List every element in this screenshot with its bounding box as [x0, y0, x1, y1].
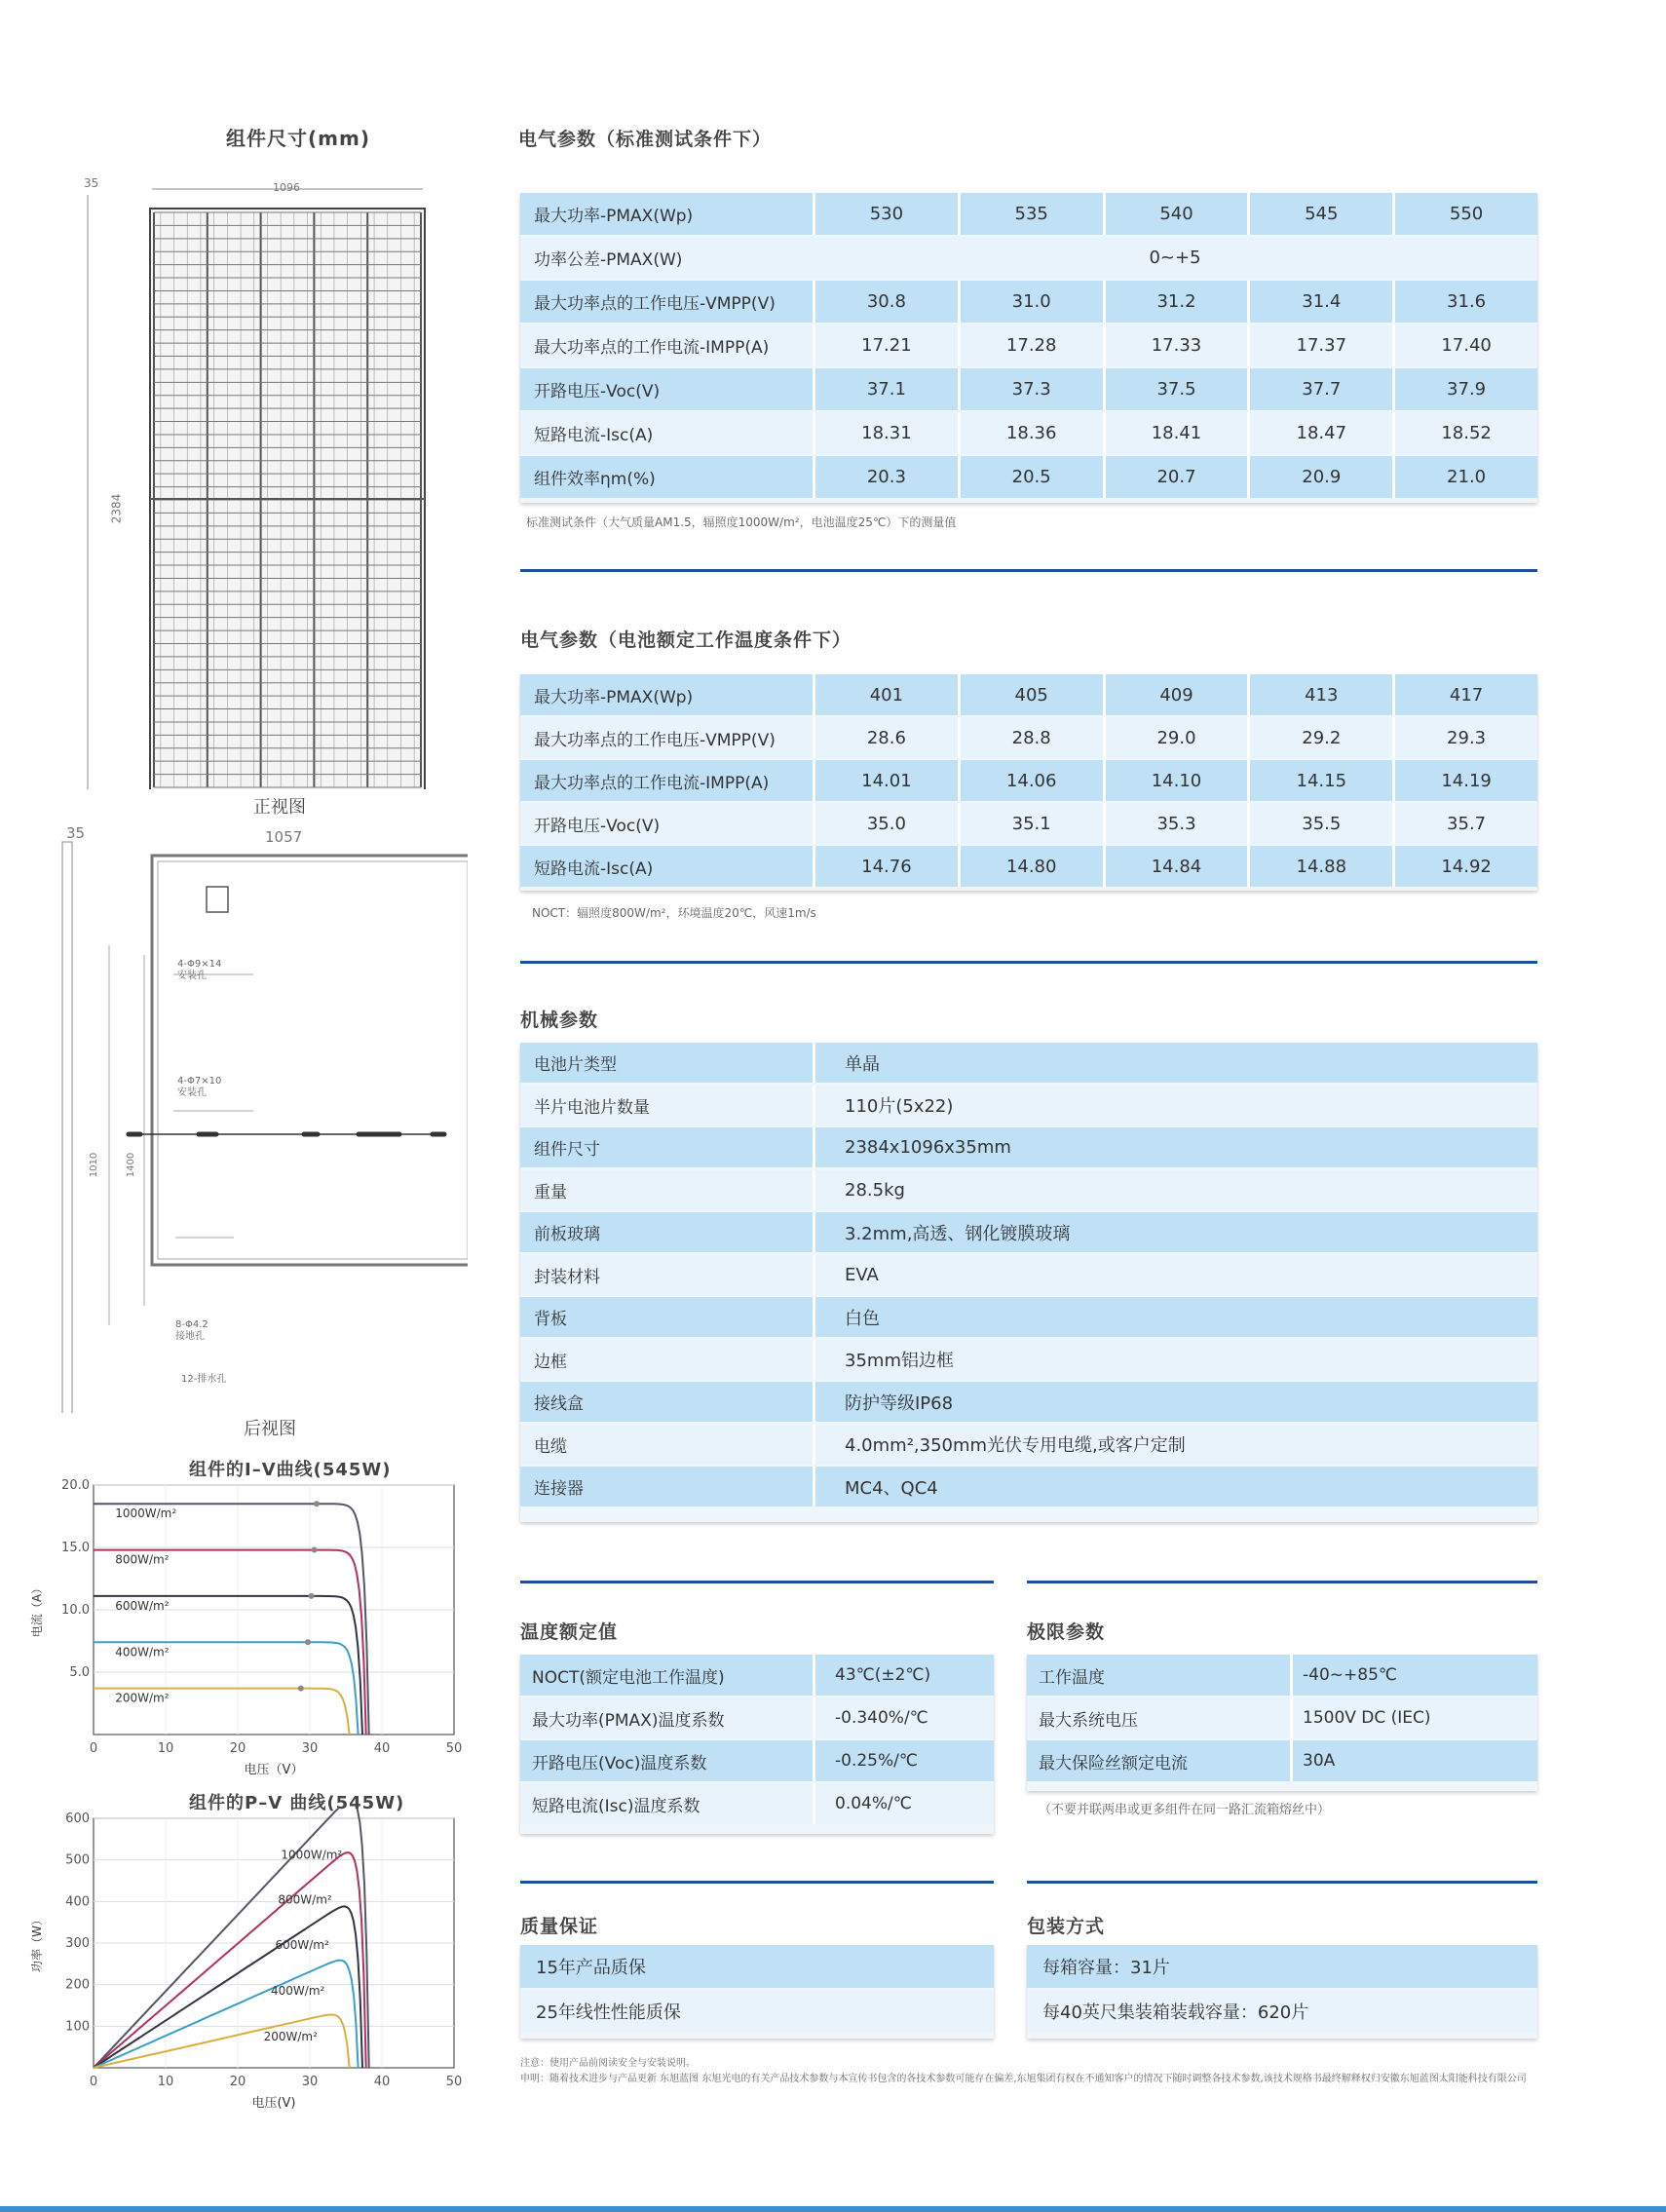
y-axis-label: 功率（W）	[30, 1914, 44, 1972]
x-tick-label: 50	[445, 1741, 463, 1756]
row-label: 最大功率点的工作电压-VMPP(V)	[534, 730, 776, 750]
table-row	[520, 456, 1537, 498]
table-cell: 31.6	[1392, 281, 1537, 323]
table-cell: 14.01	[813, 760, 958, 801]
table-cell: 550	[1392, 193, 1537, 235]
y-tick-label: 300	[65, 1936, 90, 1951]
y-tick-label: 100	[65, 2019, 90, 2035]
x-tick-label: 10	[157, 2075, 174, 2089]
mpp-point	[314, 1501, 320, 1506]
footer-note-2: 申明：随着技术进步与产品更新 东旭蓝图 东旭光电的有关产品技术参数与本宣传书包含的各技术参数可能存在偏差,东旭集团有权在不通知客户的情况下随时调整各技术参数,该技术规格书最终解释权归安徽东旭蓝图太阳能科技有限公司	[520, 2074, 1527, 2084]
stc-title: 电气参数（标准测试条件下）	[518, 129, 773, 150]
row-value: 单晶	[813, 1043, 1537, 1083]
table-cell: 17.28	[958, 324, 1103, 366]
table-cell: 20.7	[1103, 456, 1248, 498]
table-cell: 29.0	[1103, 717, 1248, 758]
row-label: 组件尺寸	[534, 1140, 600, 1160]
table-cell: 20.3	[813, 456, 958, 498]
table-cell: 17.40	[1392, 324, 1537, 366]
noct-title: 电气参数（电池额定工作温度条件下）	[520, 629, 852, 651]
noct-note: NOCT：辐照度800W/m²，环境温度20℃，风速1m/s	[532, 906, 816, 920]
front-frame-width: 35	[84, 176, 99, 190]
table-cell: 35.3	[1103, 803, 1248, 844]
noct-table	[520, 674, 1537, 891]
table-cell: 31.0	[958, 281, 1103, 323]
packing-table	[1027, 1945, 1537, 2039]
table-row	[520, 1127, 1537, 1167]
y-tick-label: 400	[65, 1894, 90, 1910]
table-cell: 14.84	[1103, 846, 1248, 887]
table-cell: 35.5	[1247, 803, 1392, 844]
row-label: 最大保险丝额定电流	[1039, 1753, 1188, 1773]
iv-chart	[19, 1475, 468, 1777]
series-label: 200W/m²	[263, 2029, 318, 2043]
table-cell: 35.1	[958, 803, 1103, 844]
row-label: 连接器	[534, 1479, 584, 1499]
table-row	[520, 237, 1537, 279]
row-value: -0.25%/℃	[813, 1740, 994, 1781]
row-label: 电缆	[534, 1436, 567, 1457]
table-cell: 18.36	[958, 412, 1103, 454]
table-cell: 37.5	[1103, 368, 1248, 410]
mpp-point	[312, 1547, 318, 1553]
front-width: 1096	[273, 181, 300, 194]
list-item-text: 每40英尺集装箱装载容量：620片	[1042, 2002, 1309, 2023]
table-cell: 30.8	[813, 281, 958, 323]
mpp-point	[309, 1593, 315, 1599]
row-label: 接线盒	[534, 1394, 584, 1414]
ground-hole-label: 接地孔	[175, 1331, 205, 1342]
x-tick-label: 40	[373, 2075, 391, 2089]
table-cell: 31.2	[1103, 281, 1248, 323]
mount-hole-small-label: 安装孔	[177, 1087, 207, 1098]
x-tick-label: 30	[301, 2075, 319, 2089]
row-label: 最大功率点的工作电压-VMPP(V)	[534, 294, 776, 314]
ground-hole-size: 8-Φ4.2	[175, 1319, 208, 1330]
table-cell: 409	[1103, 674, 1248, 715]
packing-title: 包装方式	[1027, 1916, 1106, 1937]
row-label: 组件效率ηm(%)	[534, 470, 656, 489]
back-view-drawing	[58, 828, 468, 1413]
limit-table	[1027, 1655, 1537, 1791]
row-value: 28.5kg	[813, 1170, 1537, 1210]
footer-note-1: 注意：使用产品前阅读安全与安装说明。	[520, 2058, 696, 2069]
list-item-text: 15年产品质保	[536, 1958, 646, 1978]
table-cell: 417	[1392, 674, 1537, 715]
table-row	[1027, 1740, 1537, 1781]
table-row	[520, 1382, 1537, 1422]
table-cell: 401	[813, 674, 958, 715]
table-cell: 21.0	[1392, 456, 1537, 498]
table-cell: 540	[1103, 193, 1248, 235]
y-tick-label: 15.0	[61, 1541, 90, 1555]
table-cell: 35.7	[1392, 803, 1537, 844]
row-value: 1500V DC (IEC)	[1290, 1697, 1537, 1738]
mid-dimension-2: 1400	[126, 1152, 137, 1178]
table-cell: 35.0	[813, 803, 958, 844]
table-cell: 37.3	[958, 368, 1103, 410]
table-row	[520, 1086, 1537, 1125]
y-axis-label: 电流（A）	[30, 1582, 44, 1638]
table-cell: 18.47	[1247, 412, 1392, 454]
row-label: 最大功率点的工作电流-IMPP(A)	[534, 338, 770, 358]
table-cell: 14.76	[813, 846, 958, 887]
row-span-value: 0~+5	[1149, 248, 1201, 268]
row-label: 封装材料	[534, 1267, 600, 1287]
x-tick-label: 50	[445, 2075, 463, 2089]
table-cell: 28.6	[813, 717, 958, 758]
table-cell: 17.21	[813, 324, 958, 366]
table-cell: 20.5	[958, 456, 1103, 498]
table-cell: 18.52	[1392, 412, 1537, 454]
table-row	[520, 324, 1537, 366]
table-cell: 413	[1247, 674, 1392, 715]
x-tick-label: 0	[89, 1741, 98, 1756]
row-value: EVA	[813, 1255, 1537, 1295]
table-cell: 37.1	[813, 368, 958, 410]
row-label: 最大功率-PMAX(Wp)	[534, 207, 694, 226]
table-cell: 530	[813, 193, 958, 235]
list-item-text: 每箱容量：31片	[1042, 1958, 1170, 1978]
mech-title: 机械参数	[520, 1010, 599, 1031]
row-label: 半片电池片数量	[534, 1097, 650, 1118]
front-height: 2384	[109, 493, 124, 524]
x-tick-label: 0	[89, 2075, 98, 2089]
table-cell: 29.2	[1247, 717, 1392, 758]
list-item-text: 25年线性性能质保	[536, 2002, 681, 2023]
row-label: 工作温度	[1039, 1667, 1105, 1688]
row-label: 开路电压-Voc(V)	[534, 382, 661, 401]
y-tick-label: 200	[65, 1977, 90, 1993]
row-label: NOCT(额定电池工作温度)	[532, 1667, 725, 1688]
y-tick-label: 5.0	[69, 1665, 90, 1680]
row-value: 2384x1096x35mm	[813, 1127, 1537, 1167]
list-item	[520, 1945, 994, 1988]
table-row	[520, 1783, 994, 1824]
stc-note: 标准测试条件（大气质量AM1.5，辐照度1000W/m²，电池温度25℃）下的测量值	[526, 515, 957, 529]
row-value: 白色	[813, 1297, 1537, 1337]
table-row	[520, 1340, 1537, 1380]
table-row	[520, 1467, 1537, 1506]
mpp-point	[305, 1639, 311, 1645]
row-value: -0.340%/℃	[813, 1697, 994, 1738]
row-label: 前板玻璃	[534, 1225, 600, 1244]
table-row	[520, 674, 1537, 715]
series-label: 800W/m²	[115, 1552, 170, 1567]
mount-hole-big-size: 4-Φ9×14	[177, 959, 222, 970]
row-label: 开路电压(Voc)温度系数	[532, 1753, 707, 1773]
y-tick-label: 500	[65, 1852, 90, 1868]
table-row	[520, 760, 1537, 801]
table-cell: 14.92	[1392, 846, 1537, 887]
divider	[520, 1581, 994, 1583]
x-tick-label: 40	[373, 1741, 391, 1756]
table-row	[1027, 1655, 1537, 1696]
front-view-caption: 正视图	[253, 797, 306, 818]
series-label: 400W/m²	[271, 1983, 325, 1998]
table-cell: 29.3	[1392, 717, 1537, 758]
x-axis-label: 电压(V)	[251, 2096, 296, 2111]
table-row	[520, 717, 1537, 758]
pv-chart	[19, 1809, 468, 2120]
table-row	[520, 1655, 994, 1696]
list-item	[1027, 1945, 1537, 1988]
list-item	[1027, 1990, 1537, 2033]
series-label: 600W/m²	[275, 1938, 329, 1953]
warranty-table	[520, 1945, 994, 2039]
table-row	[520, 193, 1537, 235]
row-value: 4.0mm²,350mm光伏专用电缆,或客户定制	[813, 1425, 1537, 1465]
table-row	[520, 412, 1537, 454]
series-label: 600W/m²	[115, 1598, 170, 1613]
table-cell: 17.37	[1247, 324, 1392, 366]
series-label: 800W/m²	[278, 1892, 332, 1907]
table-cell: 14.10	[1103, 760, 1248, 801]
table-cell: 28.8	[958, 717, 1103, 758]
list-item	[520, 1990, 994, 2033]
table-cell: 535	[958, 193, 1103, 235]
table-row	[520, 368, 1537, 410]
row-value: 3.2mm,高透、钢化镀膜玻璃	[813, 1212, 1537, 1252]
table-row	[520, 1212, 1537, 1252]
mount-hole-big-label: 安装孔	[177, 971, 207, 981]
row-label: 边框	[534, 1352, 567, 1372]
table-cell: 545	[1247, 193, 1392, 235]
row-label: 最大系统电压	[1039, 1710, 1138, 1731]
row-value: -40~+85℃	[1290, 1655, 1537, 1696]
table-cell: 17.33	[1103, 324, 1248, 366]
table-cell: 18.41	[1103, 412, 1248, 454]
x-tick-label: 10	[157, 1741, 174, 1756]
row-value: 43℃(±2℃)	[813, 1655, 994, 1696]
pv-chart-title: 组件的P–V 曲线(545W)	[189, 1793, 405, 1813]
row-label: 开路电压-Voc(V)	[534, 816, 661, 836]
divider	[520, 569, 1537, 572]
mount-hole-small-size: 4-Φ7×10	[177, 1076, 222, 1087]
series-label: 400W/m²	[115, 1645, 170, 1659]
mpp-point	[298, 1686, 304, 1692]
temp-title: 温度额定值	[520, 1621, 619, 1643]
table-row	[520, 1297, 1537, 1337]
y-tick-label: 10.0	[61, 1603, 90, 1618]
bottom-stripe	[0, 2206, 1666, 2212]
mount-hole-small	[177, 1076, 221, 1099]
table-cell: 14.88	[1247, 846, 1392, 887]
row-label: 电池片类型	[534, 1055, 617, 1075]
table-row	[520, 1043, 1537, 1083]
limit-title: 极限参数	[1027, 1621, 1106, 1643]
row-label: 短路电流-Isc(A)	[534, 426, 654, 445]
table-row	[520, 1740, 994, 1781]
table-cell: 14.15	[1247, 760, 1392, 801]
row-value: 30A	[1290, 1740, 1537, 1781]
row-label: 最大功率-PMAX(Wp)	[534, 687, 694, 707]
table-cell: 37.7	[1247, 368, 1392, 410]
y-tick-label: 20.0	[61, 1478, 90, 1493]
row-label: 功率公差-PMAX(W)	[534, 250, 683, 270]
row-label: 重量	[534, 1182, 567, 1202]
table-cell: 14.06	[958, 760, 1103, 801]
table-cell: 37.9	[1392, 368, 1537, 410]
row-label: 背板	[534, 1310, 567, 1329]
table-row	[520, 1255, 1537, 1295]
row-label: 最大功率(PMAX)温度系数	[532, 1710, 725, 1731]
table-row	[520, 803, 1537, 844]
table-row	[1027, 1697, 1537, 1738]
drain-hole: 12-排水孔	[181, 1374, 227, 1385]
row-value: 0.04%/℃	[813, 1783, 994, 1824]
table-row	[520, 281, 1537, 323]
series-label: 200W/m²	[115, 1691, 170, 1705]
table-cell: 20.9	[1247, 456, 1392, 498]
iv-chart-title: 组件的I–V曲线(545W)	[189, 1460, 392, 1480]
mech-table	[520, 1043, 1537, 1522]
front-view-drawing	[58, 166, 448, 789]
row-value: 防护等级IP68	[813, 1382, 1537, 1422]
row-label: 短路电流-Isc(A)	[534, 858, 654, 879]
x-tick-label: 20	[229, 2075, 246, 2089]
ground-hole	[175, 1319, 208, 1343]
stc-table	[520, 193, 1537, 503]
mount-hole-big	[177, 959, 221, 982]
limit-note: （不要并联两串或更多组件在同一路汇流箱熔丝中）	[1039, 1803, 1331, 1817]
series-label: 1000W/m²	[115, 1506, 177, 1521]
table-row	[520, 1425, 1537, 1465]
x-axis-label: 电压（V）	[244, 1763, 304, 1777]
row-value: 35mm铝边框	[813, 1340, 1537, 1380]
table-row	[520, 846, 1537, 887]
back-view-caption: 后视图	[244, 1419, 296, 1439]
row-value: 110片(5x22)	[813, 1086, 1537, 1125]
series-label: 1000W/m²	[281, 1848, 343, 1862]
divider	[520, 961, 1537, 964]
divider	[520, 1881, 994, 1884]
row-value: MC4、QC4	[813, 1467, 1537, 1506]
temp-table	[520, 1655, 994, 1834]
y-tick-label: 600	[65, 1812, 90, 1826]
divider	[1027, 1581, 1537, 1583]
table-row	[520, 1697, 994, 1738]
row-label: 短路电流(Isc)温度系数	[532, 1796, 700, 1816]
table-cell: 18.31	[813, 412, 958, 454]
dimension-title: 组件尺寸(mm)	[226, 127, 370, 150]
table-cell: 31.4	[1247, 281, 1392, 323]
x-tick-label: 20	[229, 1741, 246, 1756]
warranty-title: 质量保证	[520, 1916, 599, 1937]
row-label: 最大功率点的工作电流-IMPP(A)	[534, 773, 770, 793]
divider	[1027, 1881, 1537, 1884]
table-row	[520, 1170, 1537, 1210]
x-tick-label: 30	[301, 1741, 319, 1756]
table-cell: 14.80	[958, 846, 1103, 887]
mid-dimension: 1010	[89, 1152, 100, 1178]
back-frame-width: 35	[66, 824, 86, 842]
table-cell: 405	[958, 674, 1103, 715]
table-cell: 14.19	[1392, 760, 1537, 801]
back-width: 1057	[265, 828, 303, 846]
